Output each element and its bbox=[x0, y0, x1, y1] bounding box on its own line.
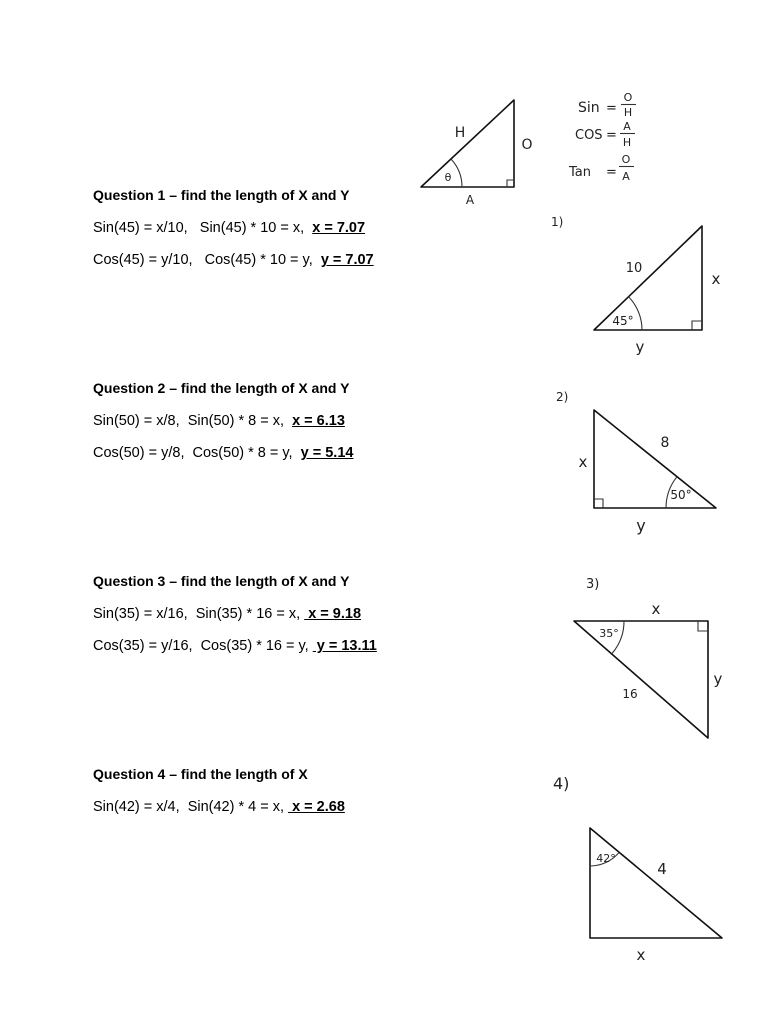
answer-x: x = 6.13 bbox=[292, 413, 345, 429]
label-hypotenuse: H bbox=[454, 125, 466, 141]
diagram-3 bbox=[574, 577, 723, 738]
label-opposite: x bbox=[578, 453, 588, 471]
label-opposite: x bbox=[651, 600, 661, 618]
label-hypotenuse: 16 bbox=[622, 687, 638, 701]
formula-name: Tan bbox=[569, 165, 591, 180]
right-angle-marker bbox=[692, 321, 702, 330]
numerator: O bbox=[621, 153, 631, 166]
answer-x: x = 2.68 bbox=[288, 799, 345, 815]
working-text: Sin(42) = x/4, Sin(42) * 4 = x, bbox=[93, 799, 289, 815]
numerator: O bbox=[623, 91, 633, 104]
label-angle: 50° bbox=[670, 488, 692, 502]
diagram-number: 1) bbox=[551, 215, 564, 229]
denominator: H bbox=[622, 136, 632, 149]
working-text: Cos(45) = y/10, Cos(45) * 10 = y, bbox=[93, 252, 321, 268]
label-angle: 35° bbox=[599, 627, 619, 640]
working-text: Cos(35) = y/16, Cos(35) * 16 = y, bbox=[93, 638, 313, 654]
diagram-4 bbox=[553, 774, 722, 964]
label-opposite: x bbox=[711, 270, 721, 288]
answer-x: x = 9.18 bbox=[304, 606, 362, 622]
right-angle-marker bbox=[594, 499, 603, 508]
trig-formulas bbox=[568, 91, 636, 183]
answer-x: x = 7.07 bbox=[312, 220, 366, 236]
working-text: Sin(35) = x/16, Sin(35) * 16 = x, bbox=[93, 606, 305, 622]
question-1-title: Question 1 – find the length of X and Y bbox=[93, 187, 350, 203]
right-angle-marker bbox=[698, 621, 708, 631]
working-text: Sin(50) = x/8, Sin(50) * 8 = x, bbox=[93, 413, 293, 429]
diagram-1 bbox=[551, 215, 721, 356]
triangle-outline bbox=[574, 621, 708, 738]
equals-sign: = bbox=[606, 128, 617, 143]
diagram-2 bbox=[556, 390, 716, 535]
triangle-outline bbox=[590, 828, 722, 938]
working-text: Cos(50) = y/8, Cos(50) * 8 = y, bbox=[93, 445, 301, 461]
label-angle: θ bbox=[444, 171, 452, 184]
label-angle: 45° bbox=[612, 314, 634, 328]
answer-y: y = 13.11 bbox=[312, 638, 377, 654]
diagram-number: 2) bbox=[556, 390, 569, 404]
denominator: H bbox=[623, 106, 633, 119]
label-adjacent: y bbox=[636, 516, 646, 535]
triangle-outline bbox=[594, 410, 716, 508]
triangle-outline bbox=[594, 226, 702, 330]
answer-y: y = 5.14 bbox=[300, 445, 354, 461]
label-hypotenuse: 4 bbox=[657, 860, 667, 878]
question-4-title: Question 4 – find the length of X bbox=[93, 766, 308, 782]
label-opposite: x bbox=[636, 946, 646, 964]
equals-sign: = bbox=[606, 165, 617, 180]
numerator: A bbox=[623, 120, 631, 133]
angle-arc bbox=[451, 159, 462, 187]
answer-y: y = 7.07 bbox=[320, 252, 374, 268]
label-opposite: O bbox=[521, 137, 533, 153]
question-3-title: Question 3 – find the length of X and Y bbox=[93, 573, 350, 589]
label-adjacent: y bbox=[635, 338, 645, 356]
label-angle: 42° bbox=[596, 852, 616, 865]
question-2-title: Question 2 – find the length of X and Y bbox=[93, 380, 350, 396]
formula-name: COS bbox=[575, 128, 603, 143]
diagram-number: 4) bbox=[553, 774, 570, 793]
reference-triangle-outline bbox=[421, 100, 514, 187]
formula-cos bbox=[575, 120, 635, 149]
formula-tan bbox=[568, 153, 634, 183]
right-angle-marker bbox=[507, 180, 514, 187]
working-text: Sin(45) = x/10, Sin(45) * 10 = x, bbox=[93, 220, 313, 236]
label-adjacent: y bbox=[713, 670, 723, 688]
formula-sin bbox=[578, 91, 636, 119]
label-hypotenuse: 8 bbox=[660, 435, 670, 451]
label-hypotenuse: 10 bbox=[625, 261, 643, 276]
denominator: A bbox=[622, 170, 630, 183]
label-adjacent: A bbox=[465, 193, 475, 207]
equals-sign: = bbox=[606, 101, 617, 116]
formula-name: Sin bbox=[578, 100, 600, 116]
reference-triangle bbox=[421, 100, 533, 207]
diagram-number: 3) bbox=[586, 577, 600, 592]
